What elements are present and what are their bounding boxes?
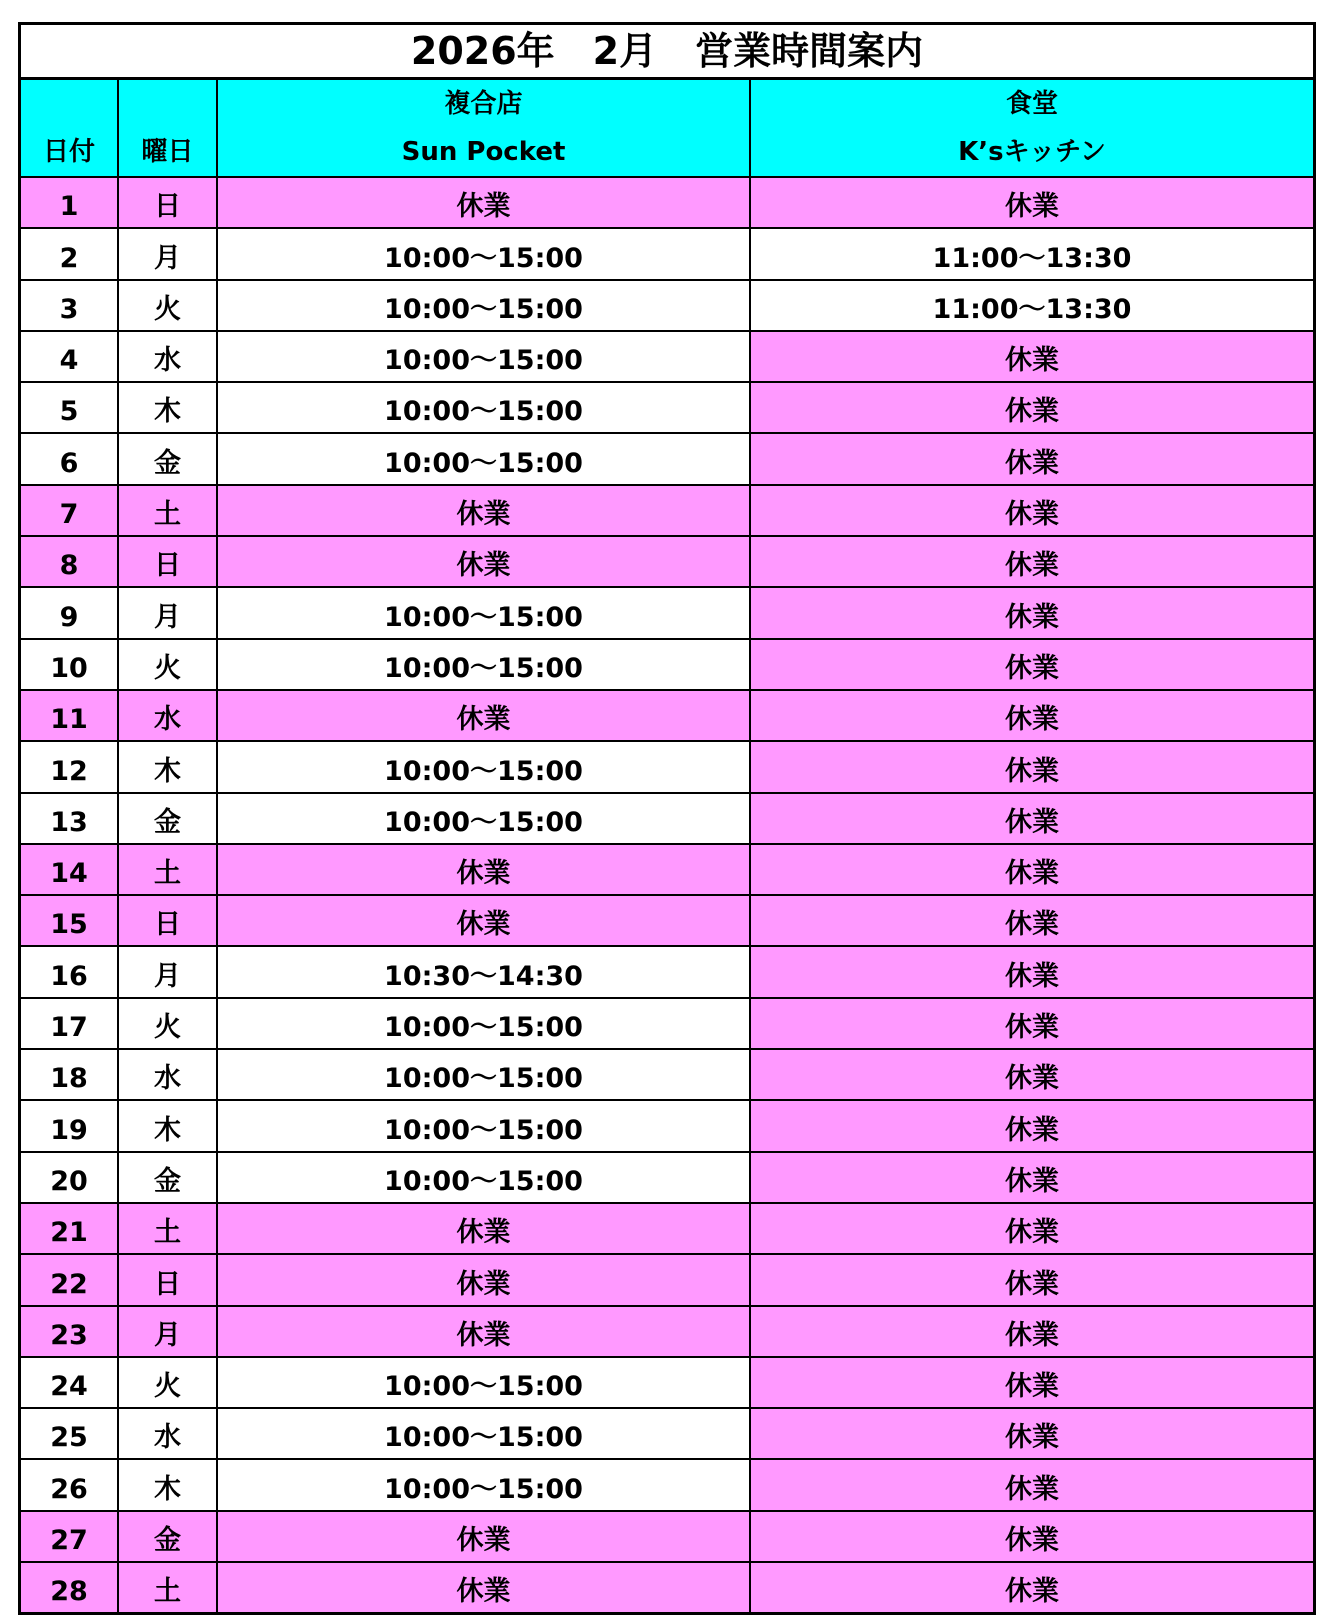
weekday-cell bbox=[118, 485, 217, 536]
sun-pocket-hours-cell bbox=[217, 946, 750, 997]
sun-pocket-hours-cell-text: 10:00～15:00 bbox=[384, 1114, 583, 1146]
table-row bbox=[21, 690, 1313, 741]
sun-pocket-hours-cell bbox=[217, 280, 750, 331]
weekday-cell-text: 水 bbox=[154, 345, 181, 377]
ks-kitchen-hours-cell-text: 休業 bbox=[1005, 1268, 1059, 1300]
sun-pocket-hours-cell-text: 10:00～15:00 bbox=[384, 1473, 583, 1505]
date-cell bbox=[21, 741, 118, 792]
date-cell-text: 1 bbox=[59, 191, 79, 223]
header-dow-label: 曜日 bbox=[141, 137, 194, 167]
ks-kitchen-hours-cell-text: 休業 bbox=[1005, 550, 1059, 582]
ks-kitchen-hours-cell-text: 休業 bbox=[1005, 1165, 1059, 1197]
ks-kitchen-hours-cell bbox=[750, 1459, 1313, 1510]
ks-kitchen-hours-cell-text: 休業 bbox=[1005, 704, 1059, 736]
table-row bbox=[21, 177, 1313, 228]
sun-pocket-hours-cell-text: 休業 bbox=[456, 704, 511, 736]
sun-pocket-hours-cell-text: 10:00～15:00 bbox=[384, 1012, 583, 1044]
header-shop-name: Sun Pocket bbox=[401, 137, 566, 167]
weekday-cell-text: 金 bbox=[154, 1525, 181, 1557]
table-row bbox=[21, 1306, 1313, 1357]
sun-pocket-hours-cell bbox=[217, 1049, 750, 1100]
sun-pocket-hours-cell bbox=[217, 741, 750, 792]
weekday-cell bbox=[118, 280, 217, 331]
date-cell-text: 15 bbox=[50, 909, 88, 941]
ks-kitchen-hours-cell bbox=[750, 587, 1313, 638]
date-cell-text: 20 bbox=[50, 1165, 88, 1197]
sun-pocket-hours-cell bbox=[217, 1100, 750, 1151]
date-cell bbox=[21, 639, 118, 690]
date-cell bbox=[21, 382, 118, 433]
table-row bbox=[21, 793, 1313, 844]
sun-pocket-hours-cell bbox=[217, 793, 750, 844]
ks-kitchen-hours-cell-text: 休業 bbox=[1005, 1319, 1059, 1351]
weekday-cell-text: 火 bbox=[154, 293, 181, 325]
weekday-cell bbox=[118, 1100, 217, 1151]
ks-kitchen-hours-cell-text: 休業 bbox=[1005, 1114, 1059, 1146]
ks-kitchen-hours-cell-text: 休業 bbox=[1005, 858, 1059, 890]
weekday-cell-text: 水 bbox=[154, 704, 181, 736]
sun-pocket-hours-cell bbox=[217, 1562, 750, 1612]
ks-kitchen-hours-cell bbox=[750, 331, 1313, 382]
weekday-cell-text: 火 bbox=[154, 1012, 181, 1044]
weekday-cell-text: 月 bbox=[154, 242, 181, 274]
weekday-cell-text: 土 bbox=[154, 1217, 181, 1249]
table-row bbox=[21, 946, 1313, 997]
weekday-cell bbox=[118, 998, 217, 1049]
sun-pocket-hours-cell-text: 10:00～15:00 bbox=[384, 345, 583, 377]
weekday-cell-text: 月 bbox=[154, 1319, 181, 1351]
weekday-cell-text: 日 bbox=[154, 909, 181, 941]
ks-kitchen-hours-cell-text: 休業 bbox=[1005, 1525, 1059, 1557]
date-cell-text: 10 bbox=[50, 652, 88, 684]
ks-kitchen-hours-cell-text: 休業 bbox=[1005, 1371, 1059, 1403]
date-cell-text: 13 bbox=[50, 806, 88, 838]
date-cell bbox=[21, 280, 118, 331]
ks-kitchen-hours-cell bbox=[750, 1203, 1313, 1254]
weekday-cell bbox=[118, 177, 217, 228]
weekday-cell bbox=[118, 844, 217, 895]
date-cell bbox=[21, 793, 118, 844]
weekday-cell bbox=[118, 587, 217, 638]
sun-pocket-hours-cell-text: 休業 bbox=[456, 1217, 511, 1249]
table-row bbox=[21, 1100, 1313, 1151]
weekday-cell-text: 日 bbox=[154, 550, 181, 582]
header-canteen-category: 食堂 bbox=[1005, 89, 1058, 119]
date-cell-text: 5 bbox=[59, 396, 79, 428]
ks-kitchen-hours-cell-text: 休業 bbox=[1005, 960, 1059, 992]
sun-pocket-hours-cell-text: 10:00～15:00 bbox=[384, 1422, 583, 1454]
date-cell-text: 16 bbox=[50, 960, 88, 992]
schedule-table bbox=[21, 80, 1313, 1612]
weekday-cell-text: 木 bbox=[154, 396, 181, 428]
ks-kitchen-hours-cell bbox=[750, 946, 1313, 997]
date-cell-text: 28 bbox=[50, 1576, 88, 1608]
sun-pocket-hours-cell-text: 10:00～15:00 bbox=[384, 396, 583, 428]
sun-pocket-hours-cell-text: 10:00～15:00 bbox=[384, 447, 583, 479]
date-cell-text: 23 bbox=[50, 1319, 88, 1351]
ks-kitchen-hours-cell-text: 休業 bbox=[1005, 345, 1059, 377]
ks-kitchen-hours-cell bbox=[750, 433, 1313, 484]
weekday-cell-text: 木 bbox=[154, 1473, 181, 1505]
ks-kitchen-hours-cell-text: 休業 bbox=[1005, 1576, 1059, 1608]
header-date bbox=[21, 80, 118, 177]
date-cell bbox=[21, 844, 118, 895]
table-row bbox=[21, 1408, 1313, 1459]
weekday-cell bbox=[118, 1459, 217, 1510]
date-cell bbox=[21, 1511, 118, 1562]
sun-pocket-hours-cell bbox=[217, 639, 750, 690]
weekday-cell-text: 水 bbox=[154, 1063, 181, 1095]
date-cell-text: 7 bbox=[59, 499, 79, 531]
sun-pocket-hours-cell-text: 休業 bbox=[456, 1268, 511, 1300]
ks-kitchen-hours-cell bbox=[750, 1152, 1313, 1203]
weekday-cell-text: 月 bbox=[154, 960, 181, 992]
sun-pocket-hours-cell bbox=[217, 485, 750, 536]
date-cell-text: 9 bbox=[59, 601, 79, 633]
weekday-cell bbox=[118, 741, 217, 792]
ks-kitchen-hours-cell-text: 休業 bbox=[1005, 652, 1059, 684]
sun-pocket-hours-cell-text: 10:30～14:30 bbox=[384, 960, 583, 992]
table-row bbox=[21, 639, 1313, 690]
ks-kitchen-hours-cell-text: 休業 bbox=[1005, 191, 1059, 223]
date-cell bbox=[21, 1562, 118, 1612]
table-row bbox=[21, 1562, 1313, 1612]
table-row bbox=[21, 331, 1313, 382]
ks-kitchen-hours-cell bbox=[750, 382, 1313, 433]
table-row bbox=[21, 1152, 1313, 1203]
table-row bbox=[21, 587, 1313, 638]
weekday-cell bbox=[118, 895, 217, 946]
sun-pocket-hours-cell bbox=[217, 895, 750, 946]
date-cell bbox=[21, 1049, 118, 1100]
ks-kitchen-hours-cell-text: 休業 bbox=[1005, 755, 1059, 787]
sun-pocket-hours-cell-text: 10:00～15:00 bbox=[384, 755, 583, 787]
sun-pocket-hours-cell bbox=[217, 1203, 750, 1254]
table-row bbox=[21, 895, 1313, 946]
weekday-cell bbox=[118, 1254, 217, 1305]
table-row bbox=[21, 1459, 1313, 1510]
date-cell bbox=[21, 1306, 118, 1357]
sun-pocket-hours-cell-text: 休業 bbox=[456, 550, 511, 582]
weekday-cell bbox=[118, 1511, 217, 1562]
date-cell bbox=[21, 1357, 118, 1408]
ks-kitchen-hours-cell bbox=[750, 280, 1313, 331]
header-shop bbox=[217, 80, 750, 177]
date-cell-text: 26 bbox=[50, 1473, 88, 1505]
ks-kitchen-hours-cell-text: 11:00～13:30 bbox=[932, 242, 1132, 274]
ks-kitchen-hours-cell-text: 休業 bbox=[1005, 499, 1059, 531]
sun-pocket-hours-cell-text: 10:00～15:00 bbox=[384, 293, 583, 325]
date-cell bbox=[21, 1203, 118, 1254]
sun-pocket-hours-cell bbox=[217, 998, 750, 1049]
ks-kitchen-hours-cell bbox=[750, 895, 1313, 946]
ks-kitchen-hours-cell bbox=[750, 1357, 1313, 1408]
weekday-cell bbox=[118, 793, 217, 844]
weekday-cell-text: 木 bbox=[154, 755, 181, 787]
header-canteen bbox=[750, 80, 1313, 177]
table-row bbox=[21, 1203, 1313, 1254]
date-cell bbox=[21, 1459, 118, 1510]
table-row bbox=[21, 382, 1313, 433]
date-cell-text: 27 bbox=[50, 1525, 88, 1557]
date-cell bbox=[21, 895, 118, 946]
sun-pocket-hours-cell bbox=[217, 177, 750, 228]
weekday-cell-text: 金 bbox=[154, 1165, 181, 1197]
sun-pocket-hours-cell bbox=[217, 1459, 750, 1510]
date-cell-text: 21 bbox=[50, 1217, 88, 1249]
weekday-cell bbox=[118, 536, 217, 587]
ks-kitchen-hours-cell bbox=[750, 998, 1313, 1049]
table-row bbox=[21, 1511, 1313, 1562]
schedule-sheet bbox=[18, 22, 1316, 1615]
ks-kitchen-hours-cell bbox=[750, 639, 1313, 690]
date-cell bbox=[21, 1254, 118, 1305]
weekday-cell bbox=[118, 331, 217, 382]
sun-pocket-hours-cell-text: 10:00～15:00 bbox=[384, 601, 583, 633]
table-row bbox=[21, 485, 1313, 536]
weekday-cell-text: 水 bbox=[154, 1422, 181, 1454]
weekday-cell-text: 土 bbox=[154, 1576, 181, 1608]
date-cell-text: 6 bbox=[59, 447, 79, 479]
ks-kitchen-hours-cell bbox=[750, 793, 1313, 844]
date-cell-text: 17 bbox=[50, 1012, 88, 1044]
table-header-row bbox=[21, 80, 1313, 177]
ks-kitchen-hours-cell bbox=[750, 741, 1313, 792]
header-canteen-name: K’sキッチン bbox=[958, 137, 1106, 167]
ks-kitchen-hours-cell bbox=[750, 844, 1313, 895]
sun-pocket-hours-cell bbox=[217, 690, 750, 741]
page-title: 2026年 2月 営業時間案内 bbox=[21, 25, 1313, 80]
weekday-cell-text: 火 bbox=[154, 652, 181, 684]
ks-kitchen-hours-cell-text: 休業 bbox=[1005, 396, 1059, 428]
date-cell-text: 22 bbox=[50, 1268, 88, 1300]
table-row bbox=[21, 998, 1313, 1049]
sun-pocket-hours-cell bbox=[217, 433, 750, 484]
ks-kitchen-hours-cell-text: 休業 bbox=[1005, 806, 1059, 838]
ks-kitchen-hours-cell-text: 休業 bbox=[1005, 447, 1059, 479]
schedule-rows bbox=[21, 177, 1313, 1612]
date-cell bbox=[21, 485, 118, 536]
sun-pocket-hours-cell bbox=[217, 228, 750, 279]
sun-pocket-hours-cell bbox=[217, 1357, 750, 1408]
weekday-cell-text: 日 bbox=[154, 1268, 181, 1300]
date-cell bbox=[21, 228, 118, 279]
ks-kitchen-hours-cell bbox=[750, 536, 1313, 587]
weekday-cell-text: 土 bbox=[154, 499, 181, 531]
sun-pocket-hours-cell bbox=[217, 1152, 750, 1203]
sun-pocket-hours-cell-text: 休業 bbox=[456, 909, 511, 941]
date-cell-text: 19 bbox=[50, 1114, 88, 1146]
header-shop-category: 複合店 bbox=[444, 89, 523, 119]
weekday-cell bbox=[118, 690, 217, 741]
date-cell-text: 24 bbox=[50, 1371, 88, 1403]
sun-pocket-hours-cell-text: 10:00～15:00 bbox=[384, 652, 583, 684]
sun-pocket-hours-cell bbox=[217, 1306, 750, 1357]
date-cell-text: 3 bbox=[59, 293, 79, 325]
date-cell-text: 4 bbox=[59, 345, 79, 377]
ks-kitchen-hours-cell bbox=[750, 690, 1313, 741]
weekday-cell-text: 木 bbox=[154, 1114, 181, 1146]
table-row bbox=[21, 1357, 1313, 1408]
ks-kitchen-hours-cell bbox=[750, 1100, 1313, 1151]
date-cell bbox=[21, 177, 118, 228]
ks-kitchen-hours-cell-text: 休業 bbox=[1005, 601, 1059, 633]
weekday-cell-text: 火 bbox=[154, 1371, 181, 1403]
sun-pocket-hours-cell-text: 10:00～15:00 bbox=[384, 242, 583, 274]
weekday-cell bbox=[118, 228, 217, 279]
date-cell bbox=[21, 946, 118, 997]
date-cell-text: 25 bbox=[50, 1422, 88, 1454]
ks-kitchen-hours-cell-text: 休業 bbox=[1005, 1422, 1059, 1454]
ks-kitchen-hours-cell-text: 11:00～13:30 bbox=[932, 293, 1132, 325]
ks-kitchen-hours-cell bbox=[750, 1254, 1313, 1305]
date-cell bbox=[21, 433, 118, 484]
weekday-cell bbox=[118, 382, 217, 433]
weekday-cell bbox=[118, 433, 217, 484]
weekday-cell bbox=[118, 1203, 217, 1254]
sun-pocket-hours-cell-text: 休業 bbox=[456, 858, 511, 890]
ks-kitchen-hours-cell-text: 休業 bbox=[1005, 1063, 1059, 1095]
ks-kitchen-hours-cell bbox=[750, 485, 1313, 536]
weekday-cell bbox=[118, 1152, 217, 1203]
weekday-cell bbox=[118, 639, 217, 690]
ks-kitchen-hours-cell-text: 休業 bbox=[1005, 1473, 1059, 1505]
sun-pocket-hours-cell-text: 休業 bbox=[456, 191, 511, 223]
weekday-cell-text: 金 bbox=[154, 806, 181, 838]
table-row bbox=[21, 433, 1313, 484]
table-row bbox=[21, 280, 1313, 331]
header-dow bbox=[118, 80, 217, 177]
date-cell bbox=[21, 1100, 118, 1151]
table-row bbox=[21, 536, 1313, 587]
weekday-cell-text: 日 bbox=[154, 191, 181, 223]
ks-kitchen-hours-cell bbox=[750, 1511, 1313, 1562]
weekday-cell bbox=[118, 1562, 217, 1612]
ks-kitchen-hours-cell bbox=[750, 1049, 1313, 1100]
date-cell-text: 14 bbox=[50, 858, 88, 890]
ks-kitchen-hours-cell-text: 休業 bbox=[1005, 909, 1059, 941]
weekday-cell bbox=[118, 1408, 217, 1459]
ks-kitchen-hours-cell-text: 休業 bbox=[1005, 1217, 1059, 1249]
ks-kitchen-hours-cell-text: 休業 bbox=[1005, 1012, 1059, 1044]
table-row bbox=[21, 844, 1313, 895]
sun-pocket-hours-cell bbox=[217, 1511, 750, 1562]
date-cell-text: 8 bbox=[59, 550, 79, 582]
date-cell bbox=[21, 998, 118, 1049]
sun-pocket-hours-cell bbox=[217, 844, 750, 895]
sun-pocket-hours-cell-text: 休業 bbox=[456, 1576, 511, 1608]
weekday-cell bbox=[118, 1306, 217, 1357]
weekday-cell-text: 土 bbox=[154, 858, 181, 890]
sun-pocket-hours-cell-text: 休業 bbox=[456, 499, 511, 531]
ks-kitchen-hours-cell bbox=[750, 1408, 1313, 1459]
date-cell bbox=[21, 690, 118, 741]
header-date-label: 日付 bbox=[42, 137, 95, 167]
date-cell bbox=[21, 331, 118, 382]
date-cell bbox=[21, 536, 118, 587]
ks-kitchen-hours-cell bbox=[750, 177, 1313, 228]
sun-pocket-hours-cell-text: 休業 bbox=[456, 1525, 511, 1557]
date-cell-text: 11 bbox=[50, 704, 88, 736]
weekday-cell bbox=[118, 1049, 217, 1100]
sun-pocket-hours-cell bbox=[217, 587, 750, 638]
date-cell-text: 18 bbox=[50, 1063, 88, 1095]
weekday-cell-text: 金 bbox=[154, 447, 181, 479]
sun-pocket-hours-cell-text: 10:00～15:00 bbox=[384, 806, 583, 838]
table-row bbox=[21, 741, 1313, 792]
sun-pocket-hours-cell-text: 10:00～15:00 bbox=[384, 1371, 583, 1403]
date-cell bbox=[21, 587, 118, 638]
ks-kitchen-hours-cell bbox=[750, 1306, 1313, 1357]
date-cell-text: 12 bbox=[50, 755, 88, 787]
date-cell bbox=[21, 1152, 118, 1203]
sun-pocket-hours-cell bbox=[217, 1254, 750, 1305]
sun-pocket-hours-cell bbox=[217, 1408, 750, 1459]
date-cell bbox=[21, 1408, 118, 1459]
ks-kitchen-hours-cell bbox=[750, 1562, 1313, 1612]
sun-pocket-hours-cell-text: 10:00～15:00 bbox=[384, 1165, 583, 1197]
table-row bbox=[21, 1254, 1313, 1305]
ks-kitchen-hours-cell bbox=[750, 228, 1313, 279]
sun-pocket-hours-cell bbox=[217, 331, 750, 382]
weekday-cell bbox=[118, 946, 217, 997]
table-row bbox=[21, 228, 1313, 279]
sun-pocket-hours-cell-text: 休業 bbox=[456, 1319, 511, 1351]
weekday-cell-text: 月 bbox=[154, 601, 181, 633]
sun-pocket-hours-cell-text: 10:00～15:00 bbox=[384, 1063, 583, 1095]
sun-pocket-hours-cell bbox=[217, 382, 750, 433]
date-cell-text: 2 bbox=[59, 242, 79, 274]
table-row bbox=[21, 1049, 1313, 1100]
sun-pocket-hours-cell bbox=[217, 536, 750, 587]
weekday-cell bbox=[118, 1357, 217, 1408]
